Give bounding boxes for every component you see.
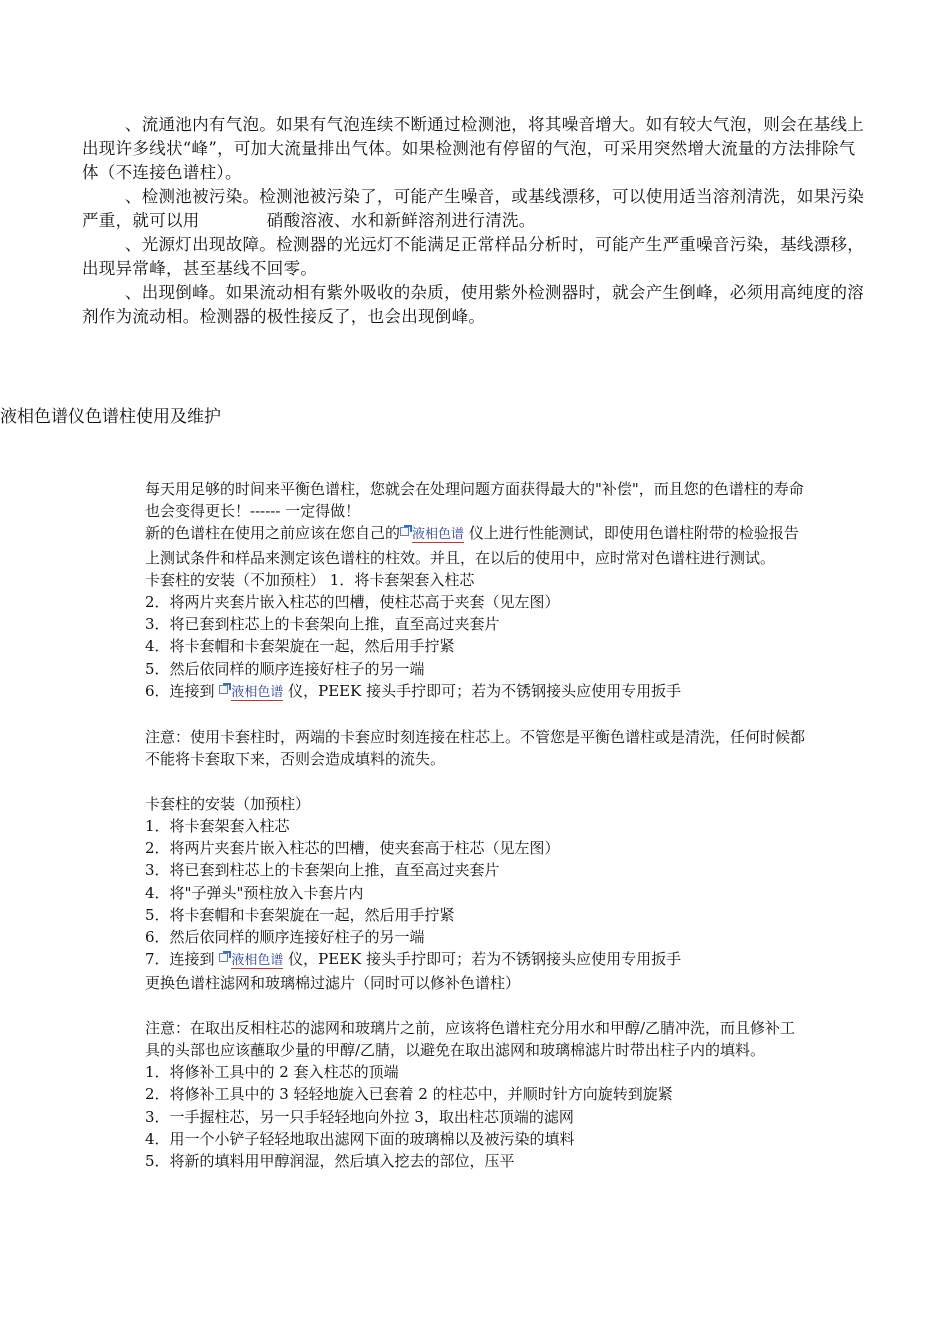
list-item: 6．然后依同样的顺序连接好柱子的另一端 xyxy=(145,928,425,947)
section-heading: 液相色谱仪色谱柱使用及维护 xyxy=(0,407,221,427)
list-item: 1．将修补工具中的 2 套入柱芯的顶端 xyxy=(145,1063,399,1082)
list-item: 3．将已套到柱芯上的卡套架向上推，直至高过夹套片 xyxy=(145,861,500,880)
troubleshooting-section xyxy=(82,113,872,329)
list-item: 4．将卡套帽和卡套架旋在一起，然后用手拧紧 xyxy=(145,637,455,656)
note-paragraph: 注意：在取出反相柱芯的滤网和玻璃片之前，应该将色谱柱充分用水和甲醇/乙腈冲洗，而且修补工具的头部也应该蘸取少量的甲醇/乙腈，以避免在取出滤网和玻璃棉滤片时带出柱子内的填料。 xyxy=(145,1018,796,1060)
list-item: 2．将两片夹套片嵌入柱芯的凹槽，使柱芯高于夹套（见左图） xyxy=(145,593,560,612)
test-text-before: 新的色谱柱在使用之前应该在您自己的 xyxy=(145,524,401,543)
spacer xyxy=(145,704,810,726)
list-item: 5．然后依同样的顺序连接好柱子的另一端 xyxy=(145,659,425,678)
intro-paragraph: 每天用足够的时间来平衡色谱柱，您就会在处理问题方面获得最大的"补偿"，而且您的色谱柱的寿命也会变得更长！------ 一定得做！ xyxy=(145,480,804,521)
install2-title: 卡套柱的安装（加预柱） xyxy=(145,794,311,813)
paragraph-contamination: 、检测池被污染。检测池被污染了，可能产生噪音，或基线漂移，可以使用适当溶剂清洗，如果污染严重，就可以用 硝酸溶液、水和新鲜溶剂进行清洗。 xyxy=(82,187,865,230)
hplc-link[interactable] xyxy=(219,682,283,700)
external-link-icon xyxy=(219,951,230,961)
hplc-link[interactable] xyxy=(219,950,283,968)
spacer xyxy=(145,995,810,1017)
hplc-link-label: 液相色谱 xyxy=(412,527,465,543)
connect-text-after: 仪，PEEK 接头手拧即可；若为不锈钢接头应使用专用扳手 xyxy=(288,681,682,700)
list-item: 1．将卡套架套入柱芯 xyxy=(145,817,290,836)
list-item: 2．将两片夹套片嵌入柱芯的凹槽，使夹套高于柱芯（见左图） xyxy=(145,839,560,858)
performance-test-paragraph xyxy=(145,522,810,568)
hplc-link[interactable] xyxy=(400,524,464,542)
external-link-icon xyxy=(400,525,411,535)
hplc-link-label: 液相色谱 xyxy=(231,684,284,700)
list-item: 3．将已套到柱芯上的卡套架向上推，直至高过夹套片 xyxy=(145,615,500,634)
replace-title: 更换色谱柱滤网和玻璃棉过滤片（同时可以修补色谱柱） xyxy=(145,974,521,993)
list-item: 5．将新的填料用甲醇润湿，然后填入挖去的部位，压平 xyxy=(145,1152,515,1171)
connect-text-after: 仪，PEEK 接头手拧即可；若为不锈钢接头应使用专用扳手 xyxy=(288,950,682,969)
paragraph-lamp-failure: 、光源灯出现故障。检测器的光远灯不能满足正常样品分析时，可能产生严重噪音污染，基线漂移，出现异常峰，甚至基线不回零。 xyxy=(82,235,865,278)
note-paragraph: 注意：使用卡套柱时，两端的卡套应时刻连接在柱芯上。不管您是平衡色谱柱或是清洗，任何时候都不能将卡套取下来，否则会造成填料的流失。 xyxy=(145,728,806,769)
list-item: 4．用一个小铲子轻轻地取出滤网下面的玻璃棉以及被污染的填料 xyxy=(145,1129,575,1148)
list-item xyxy=(145,948,810,972)
test-text-after: 仪上进行性能测试，即使用色谱柱附带的检验报告上测试条件和样品来测定该色谱柱的柱效。并且，在以后的使用中，应时常对色谱柱进行测试。 xyxy=(145,524,799,567)
paragraph-negative-peak: 、出现倒峰。如果流动相有紫外吸收的杂质，使用紫外检测器时，就会产生倒峰，必须用高纯度的溶剂作为流动相。检测器的极性接反了，也会出现倒峰。 xyxy=(82,283,865,326)
connect-text-before: 6．连接到 xyxy=(145,681,215,700)
external-link-icon xyxy=(219,683,230,693)
install1-title: 卡套柱的安装（不加预柱） 1．将卡套架套入柱芯 xyxy=(145,570,475,589)
spacer xyxy=(145,771,810,793)
connect-text-before: 7．连接到 xyxy=(145,950,215,969)
column-maintenance-section xyxy=(145,478,810,1172)
list-item: 2．将修补工具中的 3 轻轻地旋入已套着 2 的柱芯中，并顺时针方向旋转到旋紧 xyxy=(145,1085,673,1104)
list-item: 5．将卡套帽和卡套架旋在一起，然后用手拧紧 xyxy=(145,905,455,924)
list-item xyxy=(145,680,810,704)
list-item: 3．一手握柱芯，另一只手轻轻地向外拉 3，取出柱芯顶端的滤网 xyxy=(145,1107,574,1126)
hplc-link-label: 液相色谱 xyxy=(231,953,284,969)
paragraph-bubbles: 、流通池内有气泡。如果有气泡连续不断通过检测池，将其噪音增大。如有较大气泡，则会在基线上出现许多线状“峰”，可加大流量排出气体。如果检测池有停留的气泡，可采用突然增大流量的方法排除气体（不连接色谱柱）。 xyxy=(82,115,865,182)
list-item: 4．将"子弹头"预柱放入卡套片内 xyxy=(145,883,364,902)
